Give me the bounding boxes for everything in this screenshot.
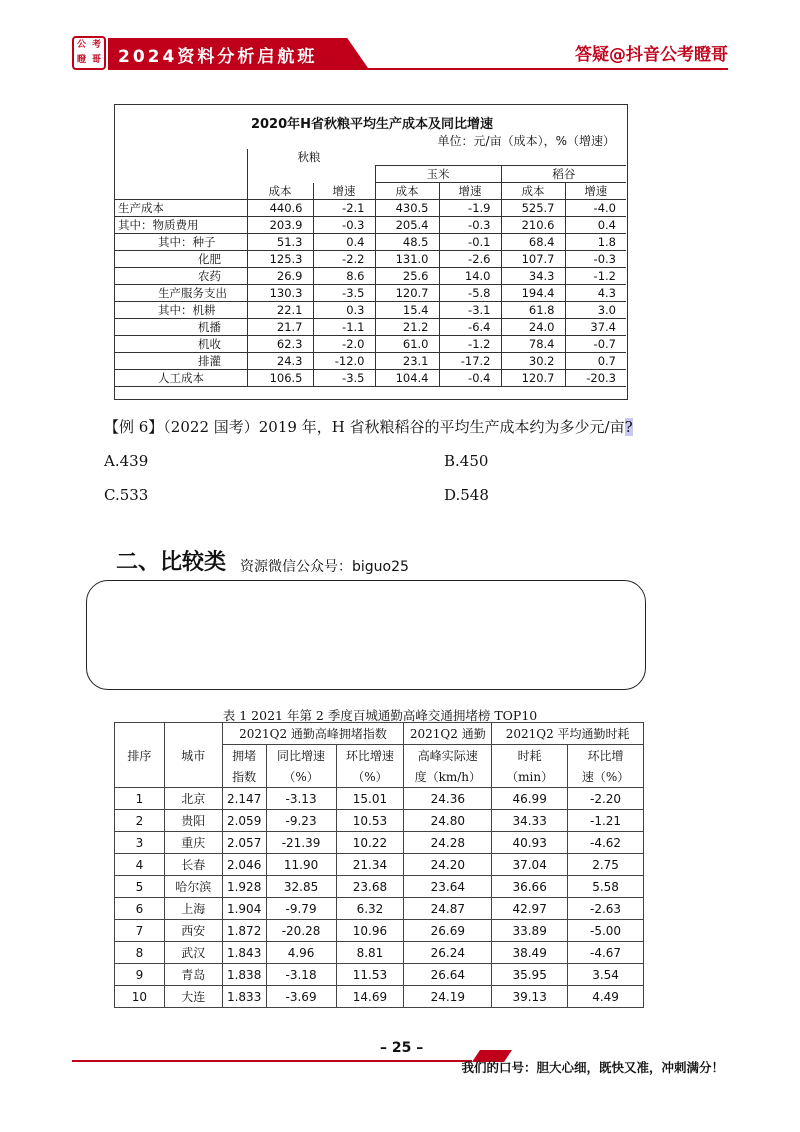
table2-cell: 4.96: [266, 942, 336, 964]
col-time-header-2: （min）: [492, 766, 568, 788]
row-label: 其中：物质费用: [115, 217, 247, 234]
table1-cell: 430.5: [375, 200, 439, 217]
table2-cell: 2.046: [222, 854, 266, 876]
table2-cell: 24.19: [404, 986, 492, 1008]
table1-cell: -1.2: [565, 268, 626, 285]
table1-cell: 0.3: [313, 302, 375, 319]
table1-cell: 68.4: [501, 234, 565, 251]
table1-cell: 62.3: [247, 336, 313, 353]
col-index-header-2: 指数: [222, 766, 266, 788]
table2-row: [115, 832, 644, 854]
table1-header-row: [115, 166, 626, 183]
table2-cell: 23.68: [336, 876, 404, 898]
table2-cell: 1.928: [222, 876, 266, 898]
table2-cell: 9: [115, 964, 165, 986]
table1-corner: [115, 183, 247, 200]
table1-row: [115, 302, 626, 319]
table2-cell: 8: [115, 942, 165, 964]
table1-cell: -1.2: [439, 336, 501, 353]
table1-cell: 210.6: [501, 217, 565, 234]
table1-cell: 37.4: [565, 319, 626, 336]
table1-title: 2020年H省秋粮平均生产成本及同比增速: [250, 117, 494, 132]
city-cell: 北京: [164, 788, 222, 810]
city-cell: 西安: [164, 920, 222, 942]
table1-cell: 8.6: [313, 268, 375, 285]
footer-slogan: 我们的口号：胆大心细，既快又准，冲刺满分！: [461, 1060, 724, 1075]
congestion-table: [114, 722, 644, 1008]
table2-cell: 15.01: [336, 788, 404, 810]
table2-cell: 14.69: [336, 986, 404, 1008]
table1-cell: 205.4: [375, 217, 439, 234]
table1-corner: [115, 166, 247, 183]
table1-cell: 15.4: [375, 302, 439, 319]
row-label: 机播: [115, 319, 247, 336]
table1-cell: 203.9: [247, 217, 313, 234]
table1-cell: -3.5: [313, 370, 375, 387]
footer-divider: [72, 1060, 472, 1062]
city-cell: 重庆: [164, 832, 222, 854]
row-label: 其中：种子: [115, 234, 247, 251]
table1-cell: -0.4: [439, 370, 501, 387]
table2-cell: 8.81: [336, 942, 404, 964]
table1-row: [115, 251, 626, 268]
table2-cell: -1.21: [568, 810, 644, 832]
table1-cell: 24.0: [501, 319, 565, 336]
table1-cell: 104.4: [375, 370, 439, 387]
table2-cell: -4.67: [568, 942, 644, 964]
table2-row: [115, 920, 644, 942]
table1-cell: 61.8: [501, 302, 565, 319]
col-mom-header-2: （%）: [336, 766, 404, 788]
subheader-growth: 增速: [313, 183, 375, 200]
table1-grid: [115, 149, 626, 387]
table2-cell: 24.36: [404, 788, 492, 810]
table2-cell: 10.53: [336, 810, 404, 832]
col-yoy-header: 同比增速: [266, 745, 336, 767]
page-number: – 25 –: [380, 1040, 424, 1056]
table2-cell: 6: [115, 898, 165, 920]
header-divider: [108, 68, 728, 70]
question-mark: ?: [624, 418, 633, 436]
table1-cell: 120.7: [501, 370, 565, 387]
grain-cost-table: [114, 104, 628, 400]
city-cell: 哈尔滨: [164, 876, 222, 898]
row-label: 其中：机耕: [115, 302, 247, 319]
table1-cell: -0.3: [313, 217, 375, 234]
table2-cell: 24.80: [404, 810, 492, 832]
table2-cell: -5.00: [568, 920, 644, 942]
option-b[interactable]: B.450: [444, 452, 489, 470]
table1-cell: 130.3: [247, 285, 313, 302]
table2-cell: 40.93: [492, 832, 568, 854]
row-label: 生产服务支出: [115, 285, 247, 302]
table2-cell: -3.69: [266, 986, 336, 1008]
table2-cell: -4.62: [568, 832, 644, 854]
table1-cell: 440.6: [247, 200, 313, 217]
table1-row: [115, 268, 626, 285]
table2-cell: 5.58: [568, 876, 644, 898]
table1-cell: 23.1: [375, 353, 439, 370]
table1-cell: 525.7: [501, 200, 565, 217]
table1-cell: 4.3: [565, 285, 626, 302]
table2-cell: -3.13: [266, 788, 336, 810]
table1-cell: 21.7: [247, 319, 313, 336]
table1-cell: 125.3: [247, 251, 313, 268]
table1-cell: 106.5: [247, 370, 313, 387]
table2-cell: 2.057: [222, 832, 266, 854]
table2-row: [115, 942, 644, 964]
row-label: 生产成本: [115, 200, 247, 217]
col-speed-header: 高峰实际速: [404, 745, 492, 767]
table2-cell: -2.20: [568, 788, 644, 810]
table2-cell: 10: [115, 986, 165, 1008]
col-group-time-header: 2021Q2 平均通勤时耗: [492, 723, 644, 745]
table1-row: [115, 234, 626, 251]
table1-spacer: [375, 149, 626, 166]
table1-corner: [115, 149, 247, 166]
table1-cell: 61.0: [375, 336, 439, 353]
table1-cell: -3.5: [313, 285, 375, 302]
table2-cell: 1.872: [222, 920, 266, 942]
subheader-cost: 成本: [247, 183, 313, 200]
table1-cell: -6.4: [439, 319, 501, 336]
table1-cell: 48.5: [375, 234, 439, 251]
table2-cell: 38.49: [492, 942, 568, 964]
group-yumi: 玉米: [375, 166, 501, 183]
table2-cell: 36.66: [492, 876, 568, 898]
row-label: 化肥: [115, 251, 247, 268]
table2-cell: 26.69: [404, 920, 492, 942]
question-stem: 【例 6】（2022 国考）2019 年，H 省秋粮稻谷的平均生产成本约为多少元/亩: [104, 418, 625, 436]
table2-row: [115, 876, 644, 898]
table2-row: [115, 810, 644, 832]
row-label: 农药: [115, 268, 247, 285]
table1-cell: -0.3: [439, 217, 501, 234]
table1-cell: -3.1: [439, 302, 501, 319]
table2-cell: 26.64: [404, 964, 492, 986]
table1-cell: 21.2: [375, 319, 439, 336]
city-cell: 长春: [164, 854, 222, 876]
table2-cell: 6.32: [336, 898, 404, 920]
table2-cell: 7: [115, 920, 165, 942]
table2-cell: 21.34: [336, 854, 404, 876]
table2-cell: 11.90: [266, 854, 336, 876]
table2-cell: -20.28: [266, 920, 336, 942]
table2-cell: 2.059: [222, 810, 266, 832]
table1-cell: 26.9: [247, 268, 313, 285]
table2-cell: 26.24: [404, 942, 492, 964]
table1-cell: -20.3: [565, 370, 626, 387]
col-city-header: 城市: [164, 723, 222, 788]
table1-cell: -2.1: [313, 200, 375, 217]
subheader-growth: 增速: [439, 183, 501, 200]
table1-cell: 131.0: [375, 251, 439, 268]
table1-header-row: [115, 149, 626, 166]
table2-cell: 11.53: [336, 964, 404, 986]
city-cell: 上海: [164, 898, 222, 920]
table2-cell: 24.87: [404, 898, 492, 920]
table1-cell: 14.0: [439, 268, 501, 285]
city-cell: 武汉: [164, 942, 222, 964]
table1-row: [115, 370, 626, 387]
table1-cell: 24.3: [247, 353, 313, 370]
col-group-speed-header: 2021Q2 通勤: [404, 723, 492, 745]
table2-cell: -3.18: [266, 964, 336, 986]
table2-cell: 10.22: [336, 832, 404, 854]
table2-cell: 2.147: [222, 788, 266, 810]
col-speed-header-2: 度（km/h）: [404, 766, 492, 788]
table1-cell: 0.7: [565, 353, 626, 370]
table2-cell: 24.20: [404, 854, 492, 876]
table1-cell: -1.1: [313, 319, 375, 336]
table1-cell: -0.7: [565, 336, 626, 353]
logo-char: 考: [91, 40, 101, 50]
table2-cell: -2.63: [568, 898, 644, 920]
table2-row: [115, 788, 644, 810]
table2-cell: 33.89: [492, 920, 568, 942]
table2-cell: 1.904: [222, 898, 266, 920]
table2-cell: 4: [115, 854, 165, 876]
table1-row: [115, 336, 626, 353]
group-daogu: 稻谷: [501, 166, 626, 183]
table1-cell: 51.3: [247, 234, 313, 251]
table2-cell: 1: [115, 788, 165, 810]
table1-subheader-row: [115, 183, 626, 200]
table1-row: [115, 319, 626, 336]
city-cell: 青岛: [164, 964, 222, 986]
table2-cell: -9.23: [266, 810, 336, 832]
table2-cell: 2.75: [568, 854, 644, 876]
group-qiuliang: 秋粮: [247, 149, 375, 166]
table1-spacer: [247, 166, 375, 183]
table1-cell: -0.1: [439, 234, 501, 251]
table2-cell: 4.49: [568, 986, 644, 1008]
table2-cell: 3: [115, 832, 165, 854]
logo-char: 瞪: [76, 55, 86, 65]
city-cell: 大连: [164, 986, 222, 1008]
section-heading: 二、比较类: [116, 550, 227, 575]
table2-cell: -21.39: [266, 832, 336, 854]
subheader-growth: 增速: [565, 183, 626, 200]
col-index-header: 拥堵: [222, 745, 266, 767]
row-label: 人工成本: [115, 370, 247, 387]
col-tmom-header-2: 速（%）: [568, 766, 644, 788]
table1-cell: 0.4: [313, 234, 375, 251]
table1-cell: 30.2: [501, 353, 565, 370]
col-mom-header: 环比增速: [336, 745, 404, 767]
table2-cell: 5: [115, 876, 165, 898]
logo-char: 哥: [91, 55, 101, 65]
table1-cell: -4.0: [565, 200, 626, 217]
row-label: 机收: [115, 336, 247, 353]
table2-cell: 1.838: [222, 964, 266, 986]
row-label: 排灌: [115, 353, 247, 370]
source-note: 资源微信公众号：biguo25: [240, 559, 409, 575]
table2-cell: 32.85: [266, 876, 336, 898]
table1-row: [115, 200, 626, 217]
table2-cell: 23.64: [404, 876, 492, 898]
question-text: [104, 416, 633, 437]
table1-cell: 3.0: [565, 302, 626, 319]
table2-cell: 37.04: [492, 854, 568, 876]
subheader-cost: 成本: [501, 183, 565, 200]
table2-row: [115, 854, 644, 876]
notes-box: [86, 580, 646, 690]
brand-logo: [72, 36, 106, 70]
table1-row: [115, 353, 626, 370]
table1-cell: 22.1: [247, 302, 313, 319]
table2-title: 表 1 2021 年第 2 季度百城通勤高峰交通拥堵榜 TOP10: [222, 708, 538, 723]
table1-cell: -1.9: [439, 200, 501, 217]
table1-cell: -12.0: [313, 353, 375, 370]
table1-cell: 25.6: [375, 268, 439, 285]
table2-cell: 39.13: [492, 986, 568, 1008]
col-rank-header: 排序: [115, 723, 165, 788]
table1-cell: 0.4: [565, 217, 626, 234]
table1-cell: 1.8: [565, 234, 626, 251]
table2-cell: 34.33: [492, 810, 568, 832]
table2-cell: 10.96: [336, 920, 404, 942]
table2-cell: 3.54: [568, 964, 644, 986]
table1-cell: 107.7: [501, 251, 565, 268]
col-tmom-header: 环比增: [568, 745, 644, 767]
table2-cell: 46.99: [492, 788, 568, 810]
table1-cell: -2.0: [313, 336, 375, 353]
table1-unit: 单位：元/亩（成本），%（增速）: [437, 134, 615, 148]
course-title: 2024资料分析启航班: [118, 47, 318, 67]
table2-row: [115, 986, 644, 1008]
table1-cell: 120.7: [375, 285, 439, 302]
table2-cell: 24.28: [404, 832, 492, 854]
table1-cell: -17.2: [439, 353, 501, 370]
subheader-cost: 成本: [375, 183, 439, 200]
table1-cell: -5.8: [439, 285, 501, 302]
table2-cell: 1.843: [222, 942, 266, 964]
option-d[interactable]: D.548: [444, 486, 489, 504]
table1-cell: -2.6: [439, 251, 501, 268]
logo-char: 公: [76, 40, 86, 50]
table1-cell: -2.2: [313, 251, 375, 268]
table1-row: [115, 217, 626, 234]
col-time-header: 时耗: [492, 745, 568, 767]
table2-row: [115, 898, 644, 920]
city-cell: 贵阳: [164, 810, 222, 832]
option-a[interactable]: A.439: [104, 452, 149, 470]
table2-cell: 2: [115, 810, 165, 832]
table1-row: [115, 285, 626, 302]
qa-contact: 答疑@抖音公考瞪哥: [575, 45, 728, 65]
table1-cell: 34.3: [501, 268, 565, 285]
option-c[interactable]: C.533: [104, 486, 149, 504]
col-yoy-header-2: （%）: [266, 766, 336, 788]
table2-cell: -9.79: [266, 898, 336, 920]
col-group-index-header: 2021Q2 通勤高峰拥堵指数: [222, 723, 404, 745]
table2-cell: 42.97: [492, 898, 568, 920]
table1-cell: -0.3: [565, 251, 626, 268]
table1-cell: 78.4: [501, 336, 565, 353]
table2-cell: 35.95: [492, 964, 568, 986]
table2-row: [115, 964, 644, 986]
table1-cell: 194.4: [501, 285, 565, 302]
table2-cell: 1.833: [222, 986, 266, 1008]
